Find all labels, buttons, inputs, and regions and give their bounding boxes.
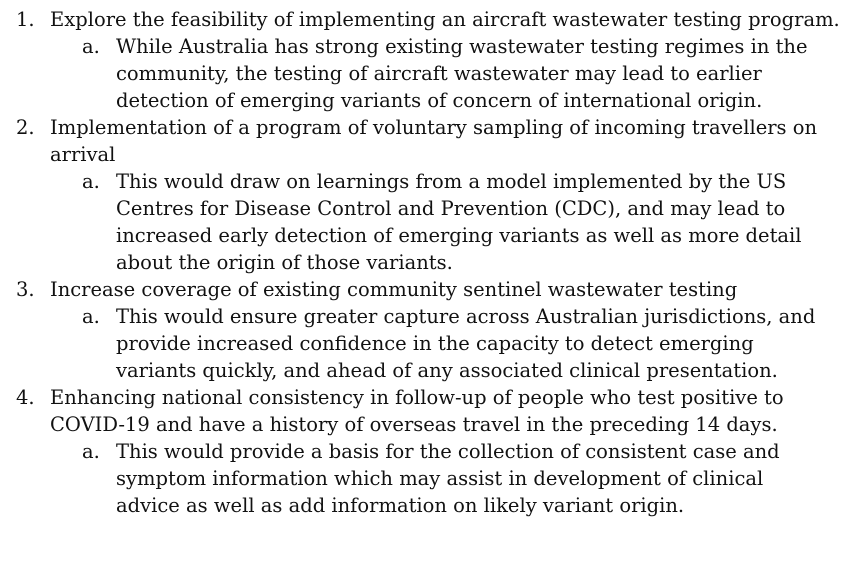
list-item-text: Implementation of a program of voluntary sampling of incoming travellers on arrival: [50, 116, 818, 166]
sub-item-3a: [0, 303, 865, 384]
sub-item-letter: a.: [82, 170, 100, 193]
sub-item-1a: [0, 33, 865, 114]
list-item-1: [0, 6, 865, 33]
sub-item-text: While Australia has strong existing wastewater testing regimes in the community, the testing of aircraft wastewater may lead to earlier detection of emerging variants of concern of international origin.: [116, 35, 808, 112]
sub-item-letter: a.: [82, 35, 100, 58]
sub-item-text: This would draw on learnings from a model implemented by the US Centres for Disease Control and Prevention (CDC), and may lead to increased early detection of emerging variants as well as more detail about the origin of those variants.: [116, 170, 802, 274]
list-item-2: [0, 114, 865, 168]
sub-item-2a: [0, 168, 865, 276]
list-item-text: Explore the feasibility of implementing an aircraft wastewater testing program.: [50, 8, 840, 31]
list-number: 3.: [16, 278, 35, 301]
list-item-text: Increase coverage of existing community sentinel wastewater testing: [50, 278, 738, 301]
list-item-3: [0, 276, 865, 303]
sub-item-letter: a.: [82, 305, 100, 328]
list-item-text: Enhancing national consistency in follow-up of people who test positive to COVID-19 and have a history of overseas travel in the preceding 14 days.: [50, 386, 784, 436]
list-number: 2.: [16, 116, 35, 139]
list-item-4: [0, 384, 865, 438]
sub-item-text: This would provide a basis for the collection of consistent case and symptom information which may assist in development of clinical advice as well as add information on likely variant origin.: [116, 440, 780, 517]
list-number: 4.: [16, 386, 35, 409]
document-body: [0, 6, 865, 519]
sub-item-4a: [0, 438, 865, 519]
list-number: 1.: [16, 8, 35, 31]
sub-item-letter: a.: [82, 440, 100, 463]
sub-item-text: This would ensure greater capture across Australian jurisdictions, and provide increased confidence in the capacity to detect emerging variants quickly, and ahead of any associated clinical presentation.: [116, 305, 816, 382]
